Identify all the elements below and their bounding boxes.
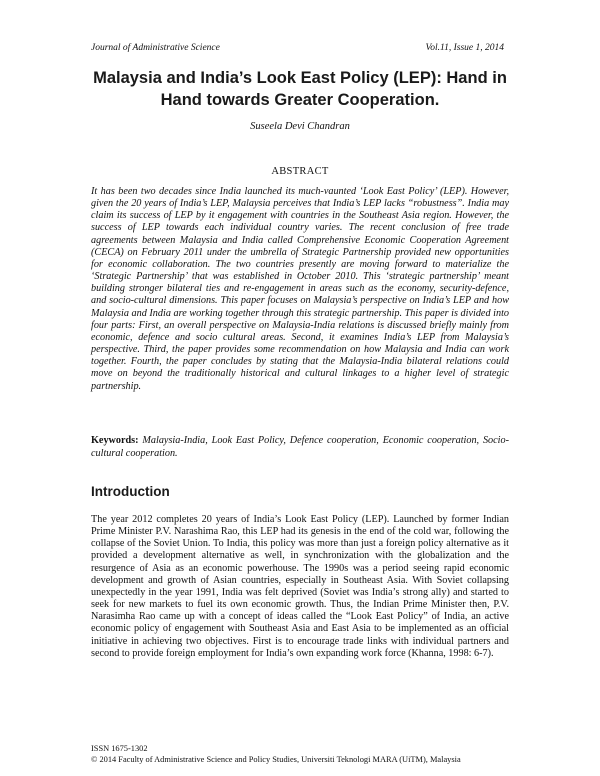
introduction-text: The year 2012 completes 20 years of India’s Look East Policy (LEP). Launched by former Indian Prime Minister P.V. Narashima Rao, this LEP had its genesis in the end of the cold war, following the collapse of the Soviet Union. To India, this policy was more than just a foreign policy alternative as it provided a development alternative as well, in synchronization with the globalization and the resurgence of Asia as an economic powerhouse. The 1990s was a period seeing rapid economic development and growth of Asian countries, especially in Southeast Asia. With Soviet collapsing unexpectedly in the year 1991, India was felt deprived (Soviet was India’s strong ally) and started to seek for new markets to fuel its own economic growth. Thus, the Indian Prime Minister then, P.V. Narasimha Rao came up with a concept of ideas called the “Look East Policy” of India, an active economic policy of engagement with Southeast Asia and East Asia to be implemented as an official initiative in achieving two objectives. First is to encourage trade links with individual partners and second to provide foreign employment for India’s own expanding work force (Khanna, 1998: 6-7). xyxy=(91,514,509,659)
keywords-text: Malaysia-India, Look East Policy, Defence cooperation, Economic cooperation, Socio-cultural cooperation. xyxy=(91,435,509,459)
copyright: © 2014 Faculty of Administrative Science and Policy Studies, Universiti Teknologi MARA (UiTM), Malaysia xyxy=(91,754,461,764)
running-header xyxy=(91,43,504,53)
issn: ISSN 1675-1302 xyxy=(91,744,148,753)
keywords-label: Keywords: xyxy=(91,435,139,446)
abstract-text: It has been two decades since India launched its much-vaunted ‘Look East Policy’ (LEP). However, given the 20 years of India’s LEP, Malaysia perceives that India’s LEP lacks “robustness”. India may claim its success of LEP by it engagement with countries in the Southeast Asia region. However, the success of LEP towards each individual country varies. The recent conclusion of free trade agreements between Malaysia and India called Comprehensive Economic Cooperation Agreement (CECA) on February 2011 under the umbrella of Strategic Partnership provided new opportunities for economic collaboration. The two countries presently are moving forward to materialize the ‘Strategic Partnership’ that was established in October 2010. This ‘strategic partnership’ meant building stronger bilateral ties and re-engagement in areas such as the economy, security-defence, and socio-cultural dimensions. This paper focuses on Malaysia’s perspective on India’s LEP and how Malaysia and India are working together through this strategic partnership. This paper is divided into four parts: First, an overall perspective on Malaysia-India relations is discussed briefly mainly from economic, defence and socio cultural areas. Second, it examines India’s LEP from Malaysia’s perspective. Third, the paper provides some recommendation on how Malaysia and India can work together. Fourth, the paper concludes by stating that the Malaysia-India bilateral relations could move on beyond the traditionally historical and cultural linkages to a higher level of strategic partnership. xyxy=(91,186,509,392)
page-footer xyxy=(91,744,509,765)
journal-name: Journal of Administrative Science xyxy=(91,43,220,53)
paper-title: Malaysia and India’s Look East Policy (LEP): Hand in Hand towards Greater Cooperation. xyxy=(93,69,507,109)
introduction-heading: Introduction xyxy=(91,484,170,499)
keywords xyxy=(91,435,509,460)
author-name: Suseela Devi Chandran xyxy=(250,121,350,132)
abstract-heading: ABSTRACT xyxy=(271,166,329,177)
issue-info: Vol.11, Issue 1, 2014 xyxy=(425,43,504,53)
